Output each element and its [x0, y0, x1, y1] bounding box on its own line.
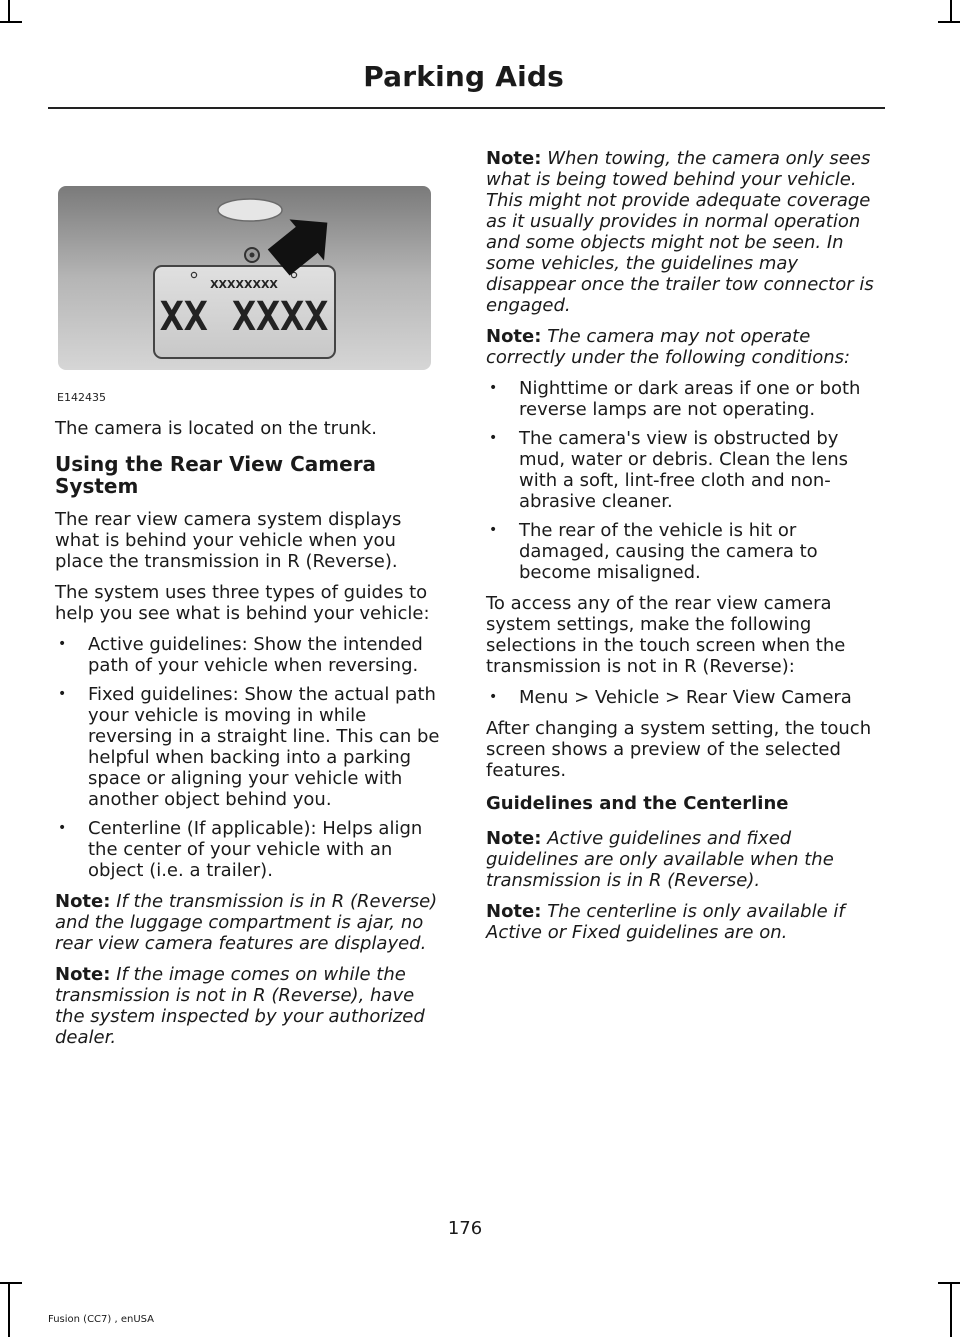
note	[55, 964, 447, 1048]
paragraph: After changing a system setting, the touch screen shows a preview of the selected features.	[486, 718, 872, 781]
page-header-title: Parking Aids	[363, 60, 564, 93]
list-item: • Centerline (If applicable): Helps align the center of your vehicle with an object (i.e. a trailer).	[55, 818, 447, 881]
section-heading: Using the Rear View Camera System	[55, 452, 377, 498]
menu-path-item: • Menu > Vehicle > Rear View Camera	[486, 687, 878, 708]
note-text: Active guidelines and fixed guidelines are only available when the transmission is in R (Reverse).	[486, 828, 834, 891]
list-item: • Nighttime or dark areas if one or both reverse lamps are not operating.	[486, 378, 878, 420]
page-number: 176	[447, 1218, 483, 1239]
paragraph: The system uses three types of guides to help you see what is behind your vehicle:	[55, 582, 430, 624]
note-text: If the transmission is in R (Reverse) and the luggage compartment is ajar, no rear view camera features are displayed.	[55, 891, 438, 954]
plate-number-text: XX XXXX	[159, 294, 329, 340]
figure-code: E142435	[57, 391, 106, 404]
paragraph: The rear view camera system displays what is behind your vehicle when you place the transmission in R (Reverse).	[55, 509, 402, 572]
crop-mark	[938, 21, 960, 23]
section-heading: Guidelines and the Centerline	[486, 793, 789, 814]
note	[55, 891, 447, 954]
footer-model-text: Fusion (CC7) , enUSA	[48, 1314, 155, 1325]
list-item: • Fixed guidelines: Show the actual path your vehicle is moving in while reversing in a straight line. This can be helpful when backing into a parking space or aligning your vehicle with another object behind you.	[55, 684, 447, 810]
conditions-list	[486, 378, 878, 583]
note-text: If the image comes on while the transmission is not in R (Reverse), have the system inspected by your authorized dealer.	[55, 964, 425, 1048]
note-label: Note:	[486, 326, 542, 347]
list-item: • The rear of the vehicle is hit or damaged, causing the camera to become misaligned.	[486, 520, 878, 583]
note-label: Note:	[486, 901, 542, 922]
right-column	[486, 148, 878, 953]
crop-mark	[0, 1282, 22, 1284]
trunk-camera-illustration	[58, 186, 431, 370]
menu-path-list	[486, 687, 878, 708]
crop-mark	[950, 0, 952, 22]
note-text: The centerline is only available if Active or Fixed guidelines are on.	[486, 901, 845, 943]
note-label: Note:	[55, 964, 111, 985]
plate-state-text: XXXXXXXX	[210, 278, 278, 291]
note	[486, 901, 878, 943]
crop-mark	[938, 1282, 960, 1284]
guide-types-list	[55, 634, 447, 881]
note-text: When towing, the camera only sees what is being towed behind your vehicle. This might not provide adequate coverage as it usually provides in normal operation and some objects might not be seen. In some vehicles, the guidelines may disappear once the trailer tow connector is engaged.	[486, 148, 874, 316]
crop-mark	[8, 1282, 10, 1337]
list-item: • The camera's view is obstructed by mud, water or debris. Clean the lens with a soft, lint-free cloth and non-abrasive cleaner.	[486, 428, 878, 512]
note-label: Note:	[486, 828, 542, 849]
note-label: Note:	[486, 148, 542, 169]
note	[486, 148, 878, 316]
left-column	[55, 418, 447, 1058]
camera-location-text: The camera is located on the trunk.	[55, 418, 378, 439]
note	[486, 326, 878, 368]
crop-mark	[8, 0, 10, 22]
note-label: Note:	[55, 891, 111, 912]
crop-mark	[950, 1282, 952, 1337]
crop-mark	[0, 21, 22, 23]
note	[486, 828, 878, 891]
header-divider	[48, 107, 885, 109]
paragraph: To access any of the rear view camera system settings, make the following selections in the touch screen when the transmission is not in R (Reverse):	[486, 593, 846, 677]
list-item: • Active guidelines: Show the intended path of your vehicle when reversing.	[55, 634, 447, 676]
note-text: The camera may not operate correctly under the following conditions:	[486, 326, 851, 368]
